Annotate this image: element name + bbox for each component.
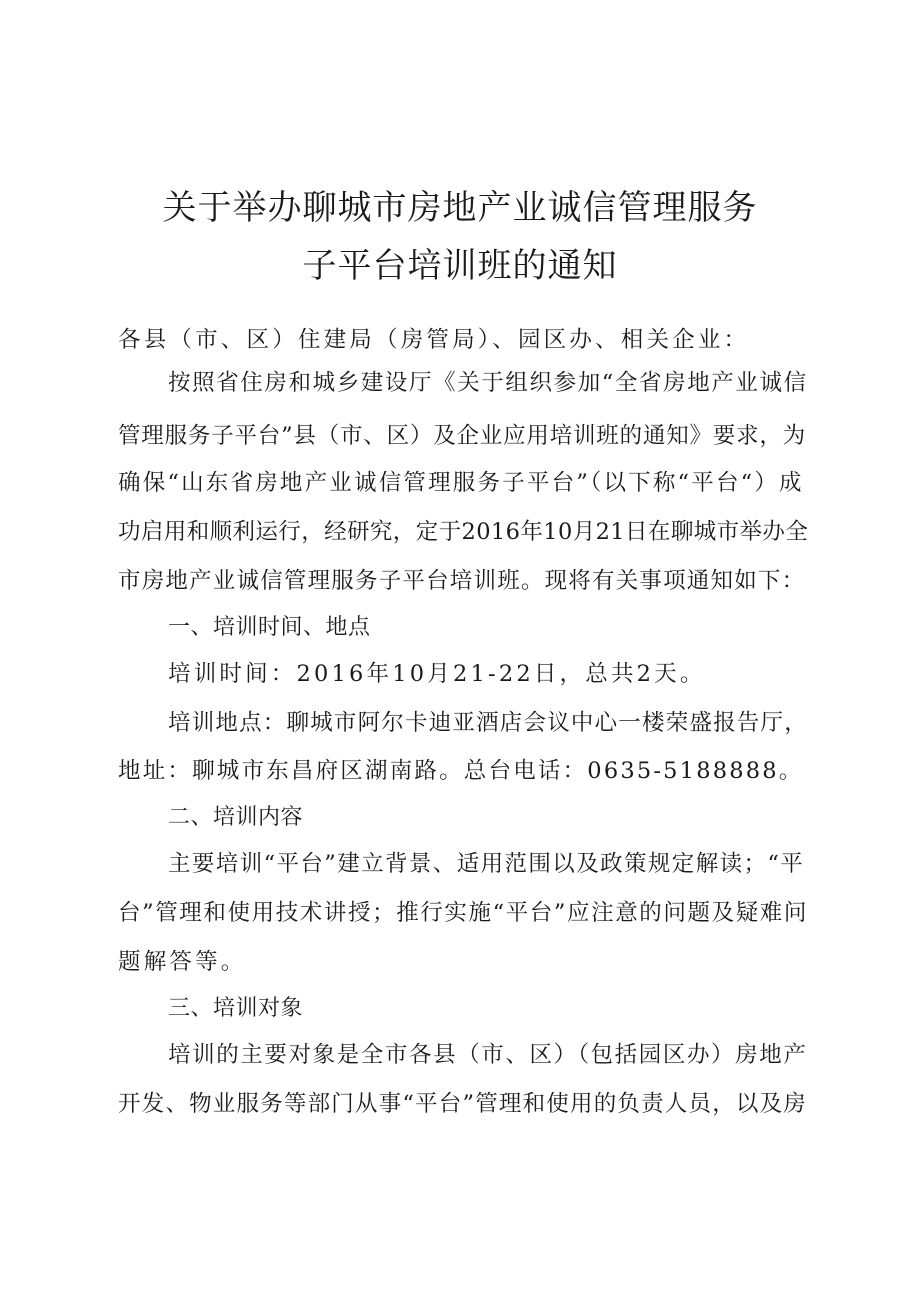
audience-line-2: 开发、物业服务等部门从事“平台”管理和使用的负责人员，以及房 bbox=[118, 1091, 808, 1117]
document-title-line-1: 关于举办聊城市房地产业诚信管理服务 bbox=[162, 188, 758, 228]
content-line-3: 题解答等。 bbox=[118, 949, 247, 975]
salutation: 各县（市、区）住建局（房管局）、园区办、相关企业： bbox=[118, 327, 750, 353]
training-address: 地址：聊城市东昌府区湖南路。总台电话：0635-5188888。 bbox=[118, 758, 804, 784]
intro-line-1: 按照省住房和城乡建设厅《关于组织参加“全省房地产业诚信 bbox=[168, 370, 808, 396]
content-line-1: 主要培训“平台”建立背景、适用范围以及政策规定解读；“平 bbox=[168, 851, 805, 877]
intro-line-2: 管理服务子平台”县（市、区）及企业应用培训班的通知》要求，为 bbox=[118, 423, 807, 449]
training-location: 培训地点：聊城市阿尔卡迪亚酒店会议中心一楼荣盛报告厅， bbox=[168, 710, 808, 736]
section-heading-content: 二、培训内容 bbox=[168, 805, 304, 830]
section-heading-audience: 三、培训对象 bbox=[168, 996, 304, 1021]
audience-line-1: 培训的主要对象是全市各县（市、区）（包括园区办）房地产 bbox=[168, 1042, 808, 1068]
section-heading-time-place: 一、培训时间、地点 bbox=[168, 615, 371, 640]
intro-line-3: 确保“山东省房地产业诚信管理服务子平台”（以下称“平台“）成 bbox=[118, 470, 804, 496]
content-line-2: 台”管理和使用技术讲授；推行实施“平台”应注意的问题及疑难问 bbox=[118, 900, 809, 926]
document-title-line-2: 子平台培训班的通知 bbox=[302, 246, 618, 286]
training-time: 培训时间：2016年10月21-22日，总共2天。 bbox=[168, 661, 706, 687]
intro-line-5: 市房地产业诚信管理服务子平台培训班。现将有关事项通知如下： bbox=[118, 568, 806, 594]
intro-line-4: 功启用和顺利运行，经研究，定于2016年10月21日在聊城市举办全 bbox=[118, 519, 809, 545]
